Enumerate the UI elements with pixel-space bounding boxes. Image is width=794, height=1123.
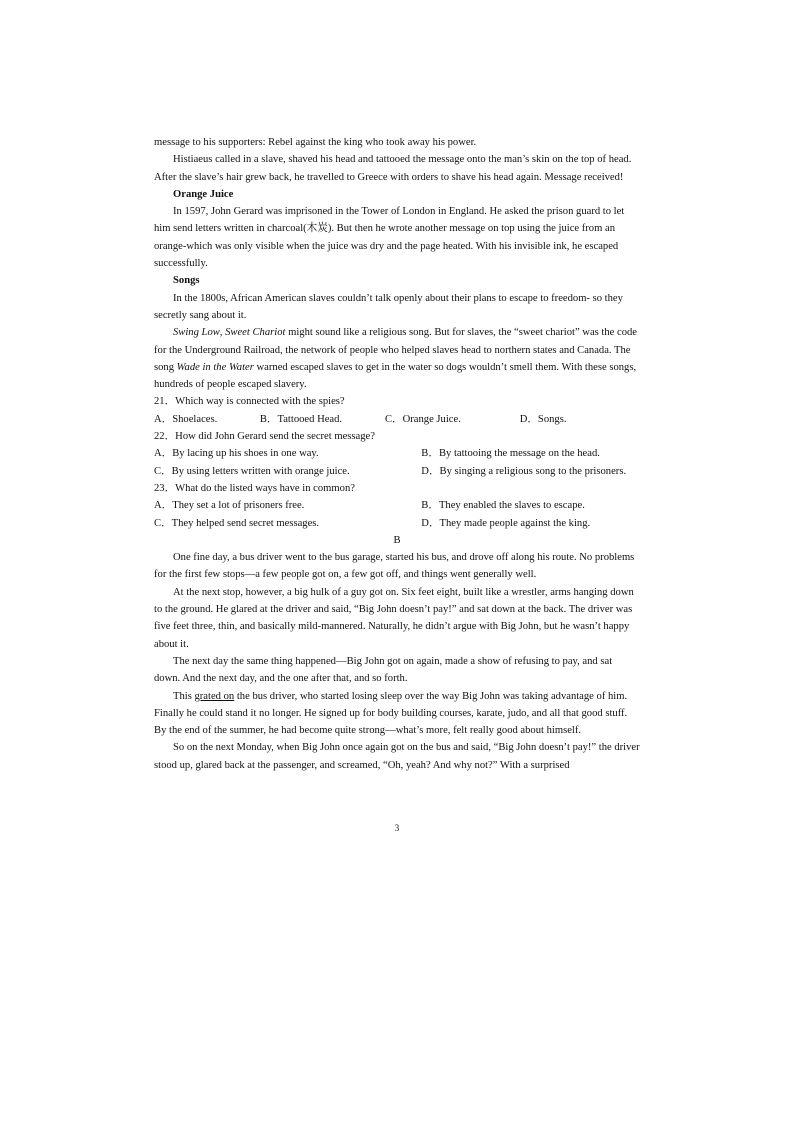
page-number: 3 (394, 823, 400, 833)
option-c: C．By using letters written with orange juice. (154, 465, 350, 477)
option-row (154, 515, 640, 532)
song-title-swing-low: Swing Low (173, 327, 220, 339)
option-c: C．Orange Juice. (384, 413, 461, 425)
question-23 (154, 480, 640, 532)
heading-orange-juice: Orange Juice (173, 188, 234, 200)
option-c: C．They helped send secret messages. (154, 517, 320, 529)
option-b: B．By tattooing the message on the head. (421, 448, 600, 460)
option-row (154, 463, 640, 480)
songs-text-2: warned escaped slaves to get in the water so dogs wouldn’t smell them. With these songs, hundreds of people escaped slavery. (154, 361, 637, 391)
paragraph-b-4-post: the bus driver, who started losing sleep over the way Big John was taking advantage of him. Finally he could stand it no longer. He signed up for body building courses, karate, judo, and all that good stuff. By the end of the summer, he had become quite strong—what’s more, felt really good about himself. (154, 690, 628, 737)
question-stem: 22．How did John Gerard send the secret message? (154, 431, 375, 443)
paragraph-songs-1: In the 1800s, African American slaves couldn’t talk openly about their plans to escape to freedom- so they secretly sang about it. (154, 292, 623, 321)
option-row (154, 411, 640, 428)
song-title-sweet-chariot: Sweet Chariot (225, 327, 286, 339)
option-row (154, 497, 640, 514)
question-21 (154, 393, 640, 428)
option-d: D．Songs. (519, 413, 567, 425)
heading-songs: Songs (173, 275, 200, 287)
option-d: D．By singing a religious song to the prisoners. (421, 465, 627, 477)
option-d: D．They made people against the king. (421, 517, 591, 529)
underlined-phrase: grated on (194, 690, 235, 702)
paragraph-intro: message to his supporters: Rebel against the king who took away his power. (154, 137, 477, 148)
paragraph-songs-2 (154, 324, 640, 393)
question-22 (154, 428, 640, 480)
question-stem: 21．Which way is connected with the spies? (154, 396, 345, 408)
question-stem: 23．What do the listed ways have in common? (154, 482, 355, 494)
option-row (154, 445, 640, 462)
option-a: A．By lacing up his shoes in one way. (154, 448, 319, 460)
paragraph-b-2: At the next stop, however, a big hulk of a guy got on. Six feet eight, built like a wrestler, arms hanging down to the ground. He glared at the driver and said, “Big John doesn’t pay!” and sat down at the back. The driver was five feet three, thin, and basically mild-mannered. Naturally, he didn’t argue with Big John, but he wasn’t happy about it. (154, 586, 634, 650)
option-a: A．They set a lot of prisoners free. (154, 500, 305, 512)
paragraph-b-1: One fine day, a bus driver went to the bus garage, started his bus, and drove off along his route. No problems for the first few stops—a few people got on, a few got off, and things went generally well. (154, 552, 635, 581)
song-title-wade-in-the-water: Wade in the Water (176, 361, 254, 373)
paragraph-b-3: The next day the same thing happened—Big John got on again, made a show of refusing to pay, and sat down. And the next day, and the one after that, and so forth. (154, 655, 613, 685)
paragraph-histiaeus: Histiaeus called in a slave, shaved his head and tattooed the message onto the man’s skin on the top of head. After the slave’s hair grew back, he travelled to Greece with orders to shave his head again. Message received! (154, 154, 632, 183)
paragraph-b-5: So on the next Monday, when Big John once again got on the bus and said, “Big John doesn’t pay!” the driver stood up, glared back at the passenger, and screamed, “Oh, yeah? And why not?” With a surprised (154, 742, 640, 771)
songs-text-1: might sound like a religious song. But for slaves, the “sweet chariot” was the code for the Underground Railroad, the network of people who helped slaves head to northern states and Canada. The song (154, 327, 638, 373)
section-b-heading: B (393, 534, 401, 546)
paragraph-orange-juice: In 1597, John Gerard was imprisoned in the Tower of London in England. He asked the prison guard to let him send letters written in charcoal(木炭). But then he wrote another message on top using the juice from an orange-which was only visible when the juice was dry and the page heated. With his invisible ink, he escaped successfully. (154, 206, 625, 270)
song-title-separator: , (219, 327, 226, 339)
paragraph-b-4-pre: This (173, 690, 195, 702)
text-column (154, 134, 640, 774)
option-b: B．Tattooed Head. (259, 413, 343, 425)
option-a: A．Shoelaces. (154, 413, 218, 425)
paragraph-b-4 (154, 688, 640, 740)
option-b: B．They enabled the slaves to escape. (421, 500, 585, 512)
